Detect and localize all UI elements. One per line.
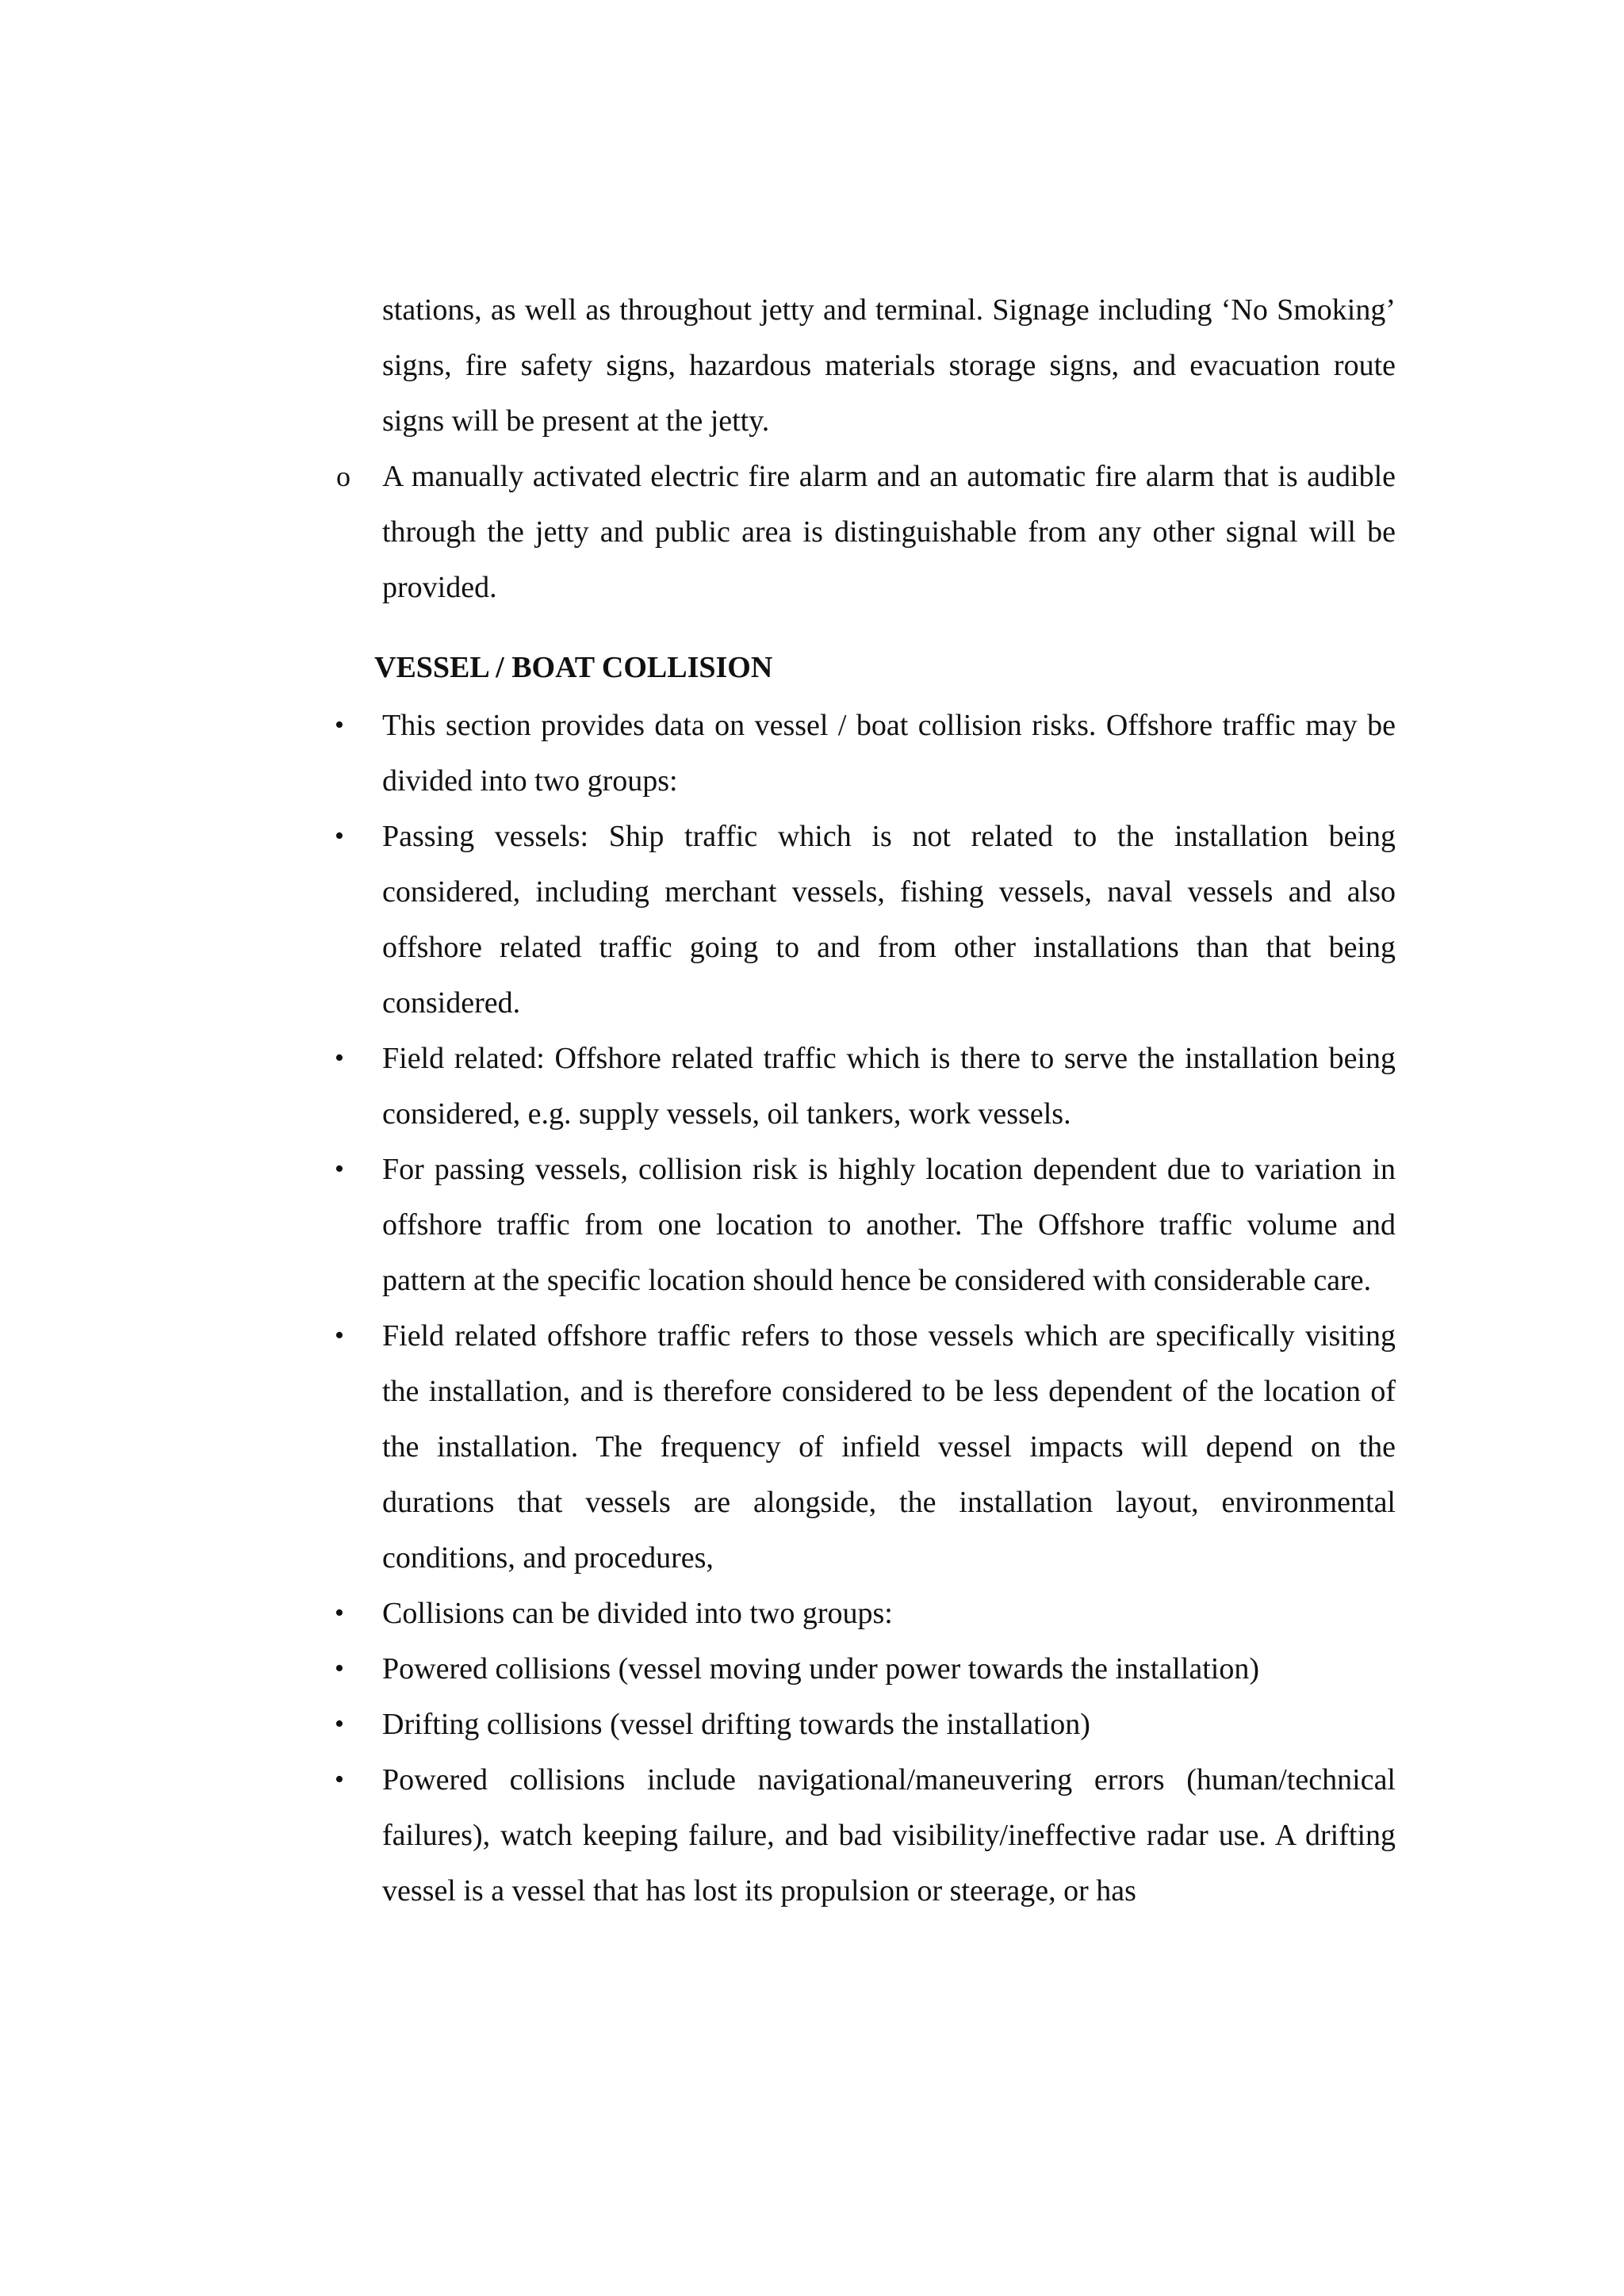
bullet-item xyxy=(335,1752,1396,1919)
page-body xyxy=(335,282,1396,1919)
bullet-marker: • xyxy=(335,1654,344,1683)
bullet-text: Drifting collisions (vessel drifting towards the installation) xyxy=(382,1708,1090,1741)
circle-bullet-marker: o xyxy=(336,461,350,492)
bullet-marker: • xyxy=(335,1709,344,1739)
intro-paragraph: stations, as well as throughout jetty and terminal. Signage including ‘No Smoking’ signs, fire safety signs, hazardous materials storage signs, and evacuation route signs will be present at the jetty. xyxy=(382,293,1396,438)
bullet-marker: • xyxy=(335,1765,344,1794)
bullet-text: For passing vessels, collision risk is highly location dependent due to variation in offshore traffic from one location to another. The Offshore traffic volume and pattern at the specific location should hence be considered with considerable care. xyxy=(382,1153,1396,1297)
bullet-marker: • xyxy=(335,710,344,740)
bullet-text: Powered collisions include navigational/maneuvering errors (human/technical failures), watch keeping failure, and bad visibility/ineffective radar use. A drifting vessel is a vessel that has lost its propulsion or steerage, or has xyxy=(382,1763,1396,1908)
bullet-item xyxy=(335,1641,1396,1697)
bullet-marker: • xyxy=(335,1321,344,1350)
bullet-item xyxy=(335,1586,1396,1641)
alarm-list-item xyxy=(336,449,1396,615)
bullet-text: Collisions can be divided into two groups: xyxy=(382,1597,893,1630)
bullet-item xyxy=(335,1308,1396,1586)
bullet-list xyxy=(335,698,1396,1919)
bullet-text: Passing vessels: Ship traffic which is not related to the installation being considered, including merchant vessels, fishing vessels, naval vessels and also offshore related traffic going to and from other installations than that being considered. xyxy=(382,820,1396,1020)
bullet-marker: • xyxy=(335,1598,344,1628)
bullet-marker: • xyxy=(335,821,344,851)
bullet-item xyxy=(335,1697,1396,1752)
bullet-item xyxy=(335,809,1396,1031)
bullet-text: Powered collisions (vessel moving under power towards the installation) xyxy=(382,1652,1260,1686)
alarm-item-text: A manually activated electric fire alarm and an automatic fire alarm that is audible through the jetty and public area is distinguishable from any other signal will be provided. xyxy=(382,460,1396,604)
bullet-item xyxy=(335,698,1396,809)
bullet-item xyxy=(335,1142,1396,1308)
section-heading: VESSEL / BOAT COLLISION xyxy=(374,651,773,684)
bullet-text: This section provides data on vessel / boat collision risks. Offshore traffic may be divided into two groups: xyxy=(382,709,1396,798)
bullet-marker: • xyxy=(335,1154,344,1184)
bullet-text: Field related: Offshore related traffic which is there to serve the installation being considered, e.g. supply vessels, oil tankers, work vessels. xyxy=(382,1042,1396,1131)
bullet-text: Field related offshore traffic refers to those vessels which are specifically visiting the installation, and is therefore considered to be less dependent of the location of the installation. The frequency of infield vessel impacts will depend on the durations that vessels are alongside, the installation layout, environmental conditions, and procedures, xyxy=(382,1319,1396,1575)
bullet-item xyxy=(335,1031,1396,1142)
bullet-marker: • xyxy=(335,1043,344,1073)
